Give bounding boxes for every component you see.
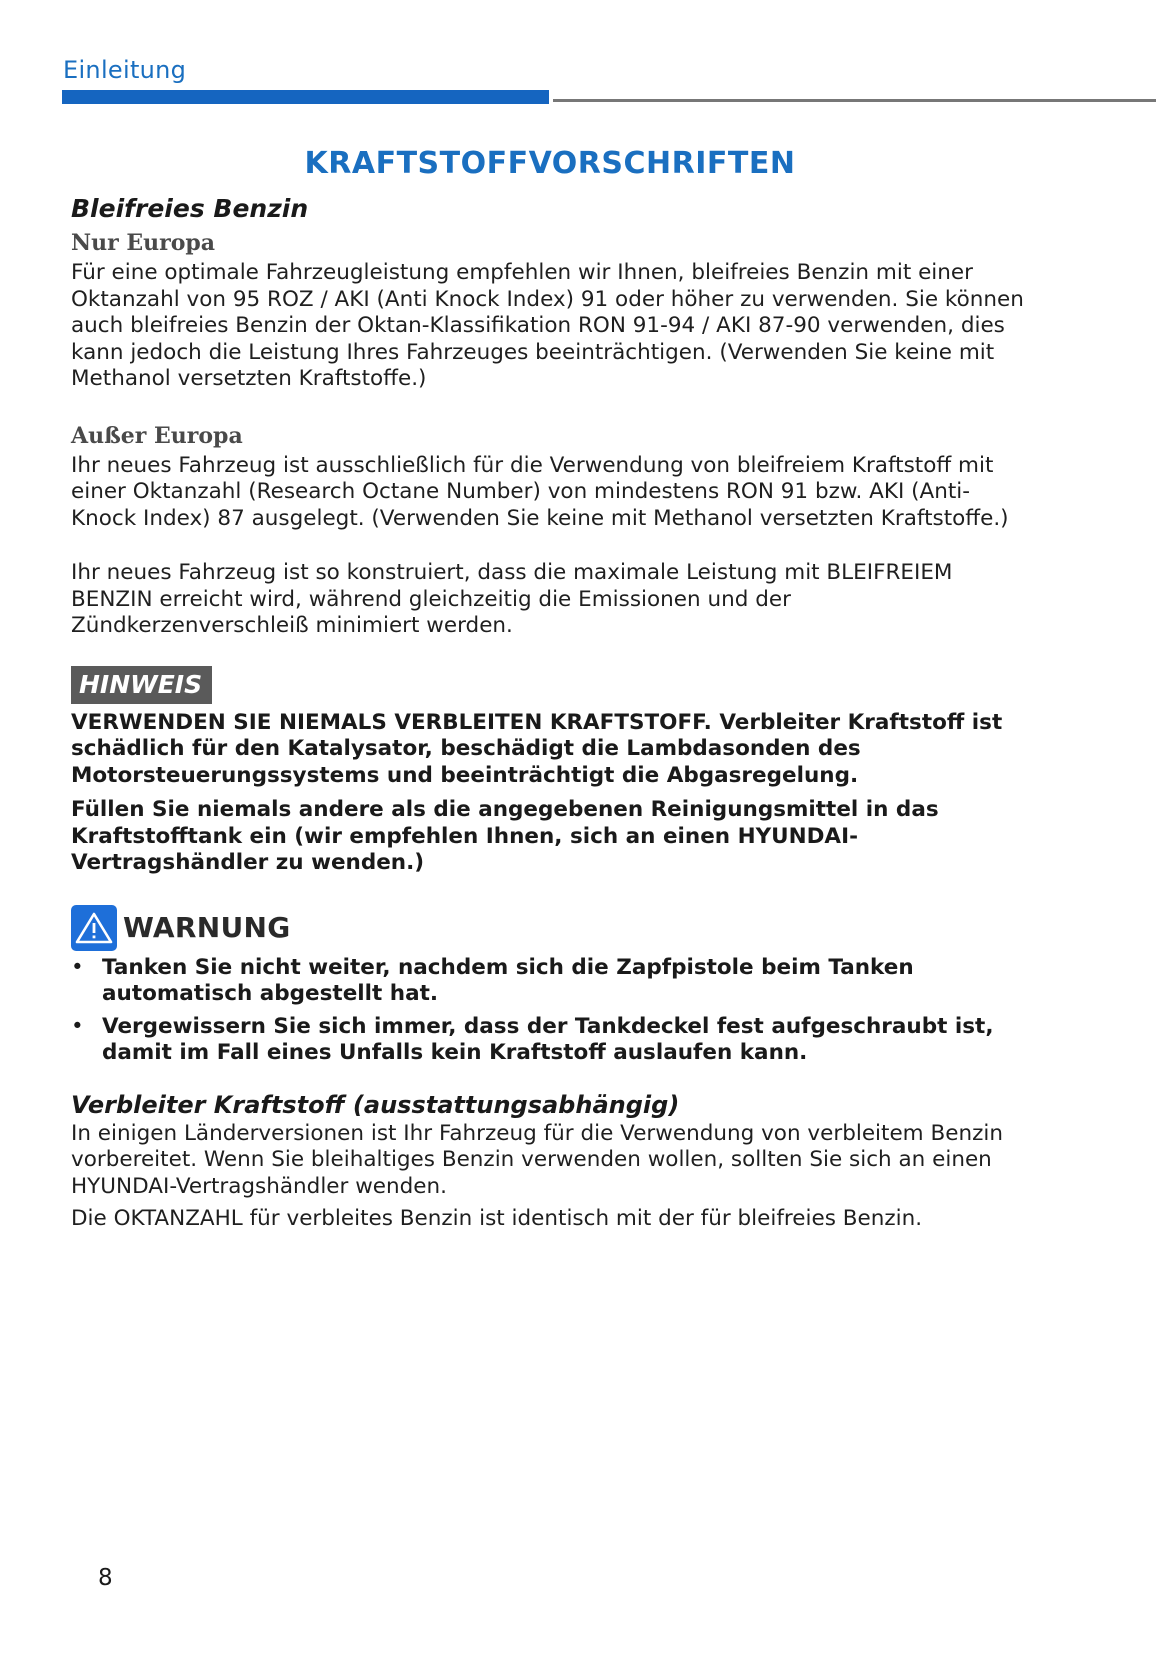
warning-item — [71, 1014, 1031, 1067]
warning-triangle-icon — [71, 905, 117, 951]
europe-text: Für eine optimale Fahrzeugleistung empfehlen wir Ihnen, bleifreies Benzin mit einer Oktanzahl von 95 ROZ / AKI (Anti Knock Index) 91 oder höher zu verwenden. Sie können auch bleifreies Benzin der Oktan-Klassifikation RON 91-94 / AKI 87-90 verwenden, dies kann jedoch die Leistung Ihres Fahrzeuges beeinträchtigen. (Verwenden Sie keine mit Methanol versetzten Kraftstoffe.) — [71, 260, 1024, 391]
warning-item-text: Vergewissern Sie sich immer, dass der Tankdeckel fest aufgeschraubt ist, damit im Fall eines Unfalls kein Kraftstoff auslaufen kann. — [102, 1013, 994, 1065]
warning-header — [71, 905, 1031, 951]
warning-block — [71, 905, 1031, 1067]
page-title: KRAFTSTOFFVORSCHRIFTEN — [304, 146, 796, 181]
bullet-icon: • — [71, 954, 84, 980]
warning-title: WARNUNG — [123, 911, 291, 944]
leaded-heading: Verbleiter Kraftstoff (ausstattungsabhängig) — [71, 1090, 680, 1119]
header-rule-accent — [62, 90, 549, 104]
page-number: 8 — [98, 1565, 113, 1591]
leaded-para-1: In einigen Länderversionen ist Ihr Fahrzeug für die Verwendung von verbleitem Benzin vorbereitet. Wenn Sie bleihaltiges Benzin verwenden wollen, sollten Sie sich an einen HYUNDAI-Vertragshändler wenden. — [71, 1120, 1003, 1199]
outside-europe-text: Ihr neues Fahrzeug ist ausschließlich für die Verwendung von bleifreiem Kraftstoff mit einer Oktanzahl (Research Octane Number) von mindestens RON 91 bzw. AKI (Anti-Knock Index) 87 ausgelegt. (Verwenden Sie keine mit Methanol versetzten Kraftstoffe.) — [71, 452, 1009, 531]
notice-badge: HINWEIS — [71, 666, 212, 704]
unleaded-heading: Bleifreies Benzin — [71, 194, 309, 223]
notice-para-2: Füllen Sie niemals andere als die angegebenen Reinigungsmittel in das Kraftstofftank ein (wir empfehlen Ihnen, sich an einen HYUNDAI-Vertragshändler zu wenden.) — [71, 797, 939, 875]
header-rule-gray — [553, 99, 1156, 102]
warning-item-text: Tanken Sie nicht weiter, nachdem sich die Zapfpistole beim Tanken automatisch abgestellt hat. — [102, 954, 914, 1006]
leaded-para-2: Die OKTANZAHL für verbleites Benzin ist identisch mit der für bleifreies Benzin. — [71, 1206, 923, 1231]
warning-item — [71, 955, 1031, 1008]
section-label: Einleitung — [63, 56, 187, 84]
design-text: Ihr neues Fahrzeug ist so konstruiert, dass die maximale Leistung mit BLEIFREIEM BENZIN erreicht wird, während gleichzeitig die Emissionen und der Zündkerzenverschleiß minimiert werden. — [71, 560, 953, 638]
outside-europe-label: Außer Europa — [71, 422, 243, 449]
notice-para-1: VERWENDEN SIE NIEMALS VERBLEITEN KRAFTSTOFF. Verbleiter Kraftstoff ist schädlich für den Katalysator, beschädigt die Lambdasonden des Motorsteuerungssystems und beeinträchtigt die Abgasregelung. — [71, 709, 1003, 788]
main-content — [71, 192, 1031, 1233]
europe-label: Nur Europa — [71, 230, 216, 256]
bullet-icon: • — [71, 1013, 84, 1039]
notice-block — [71, 666, 1031, 877]
